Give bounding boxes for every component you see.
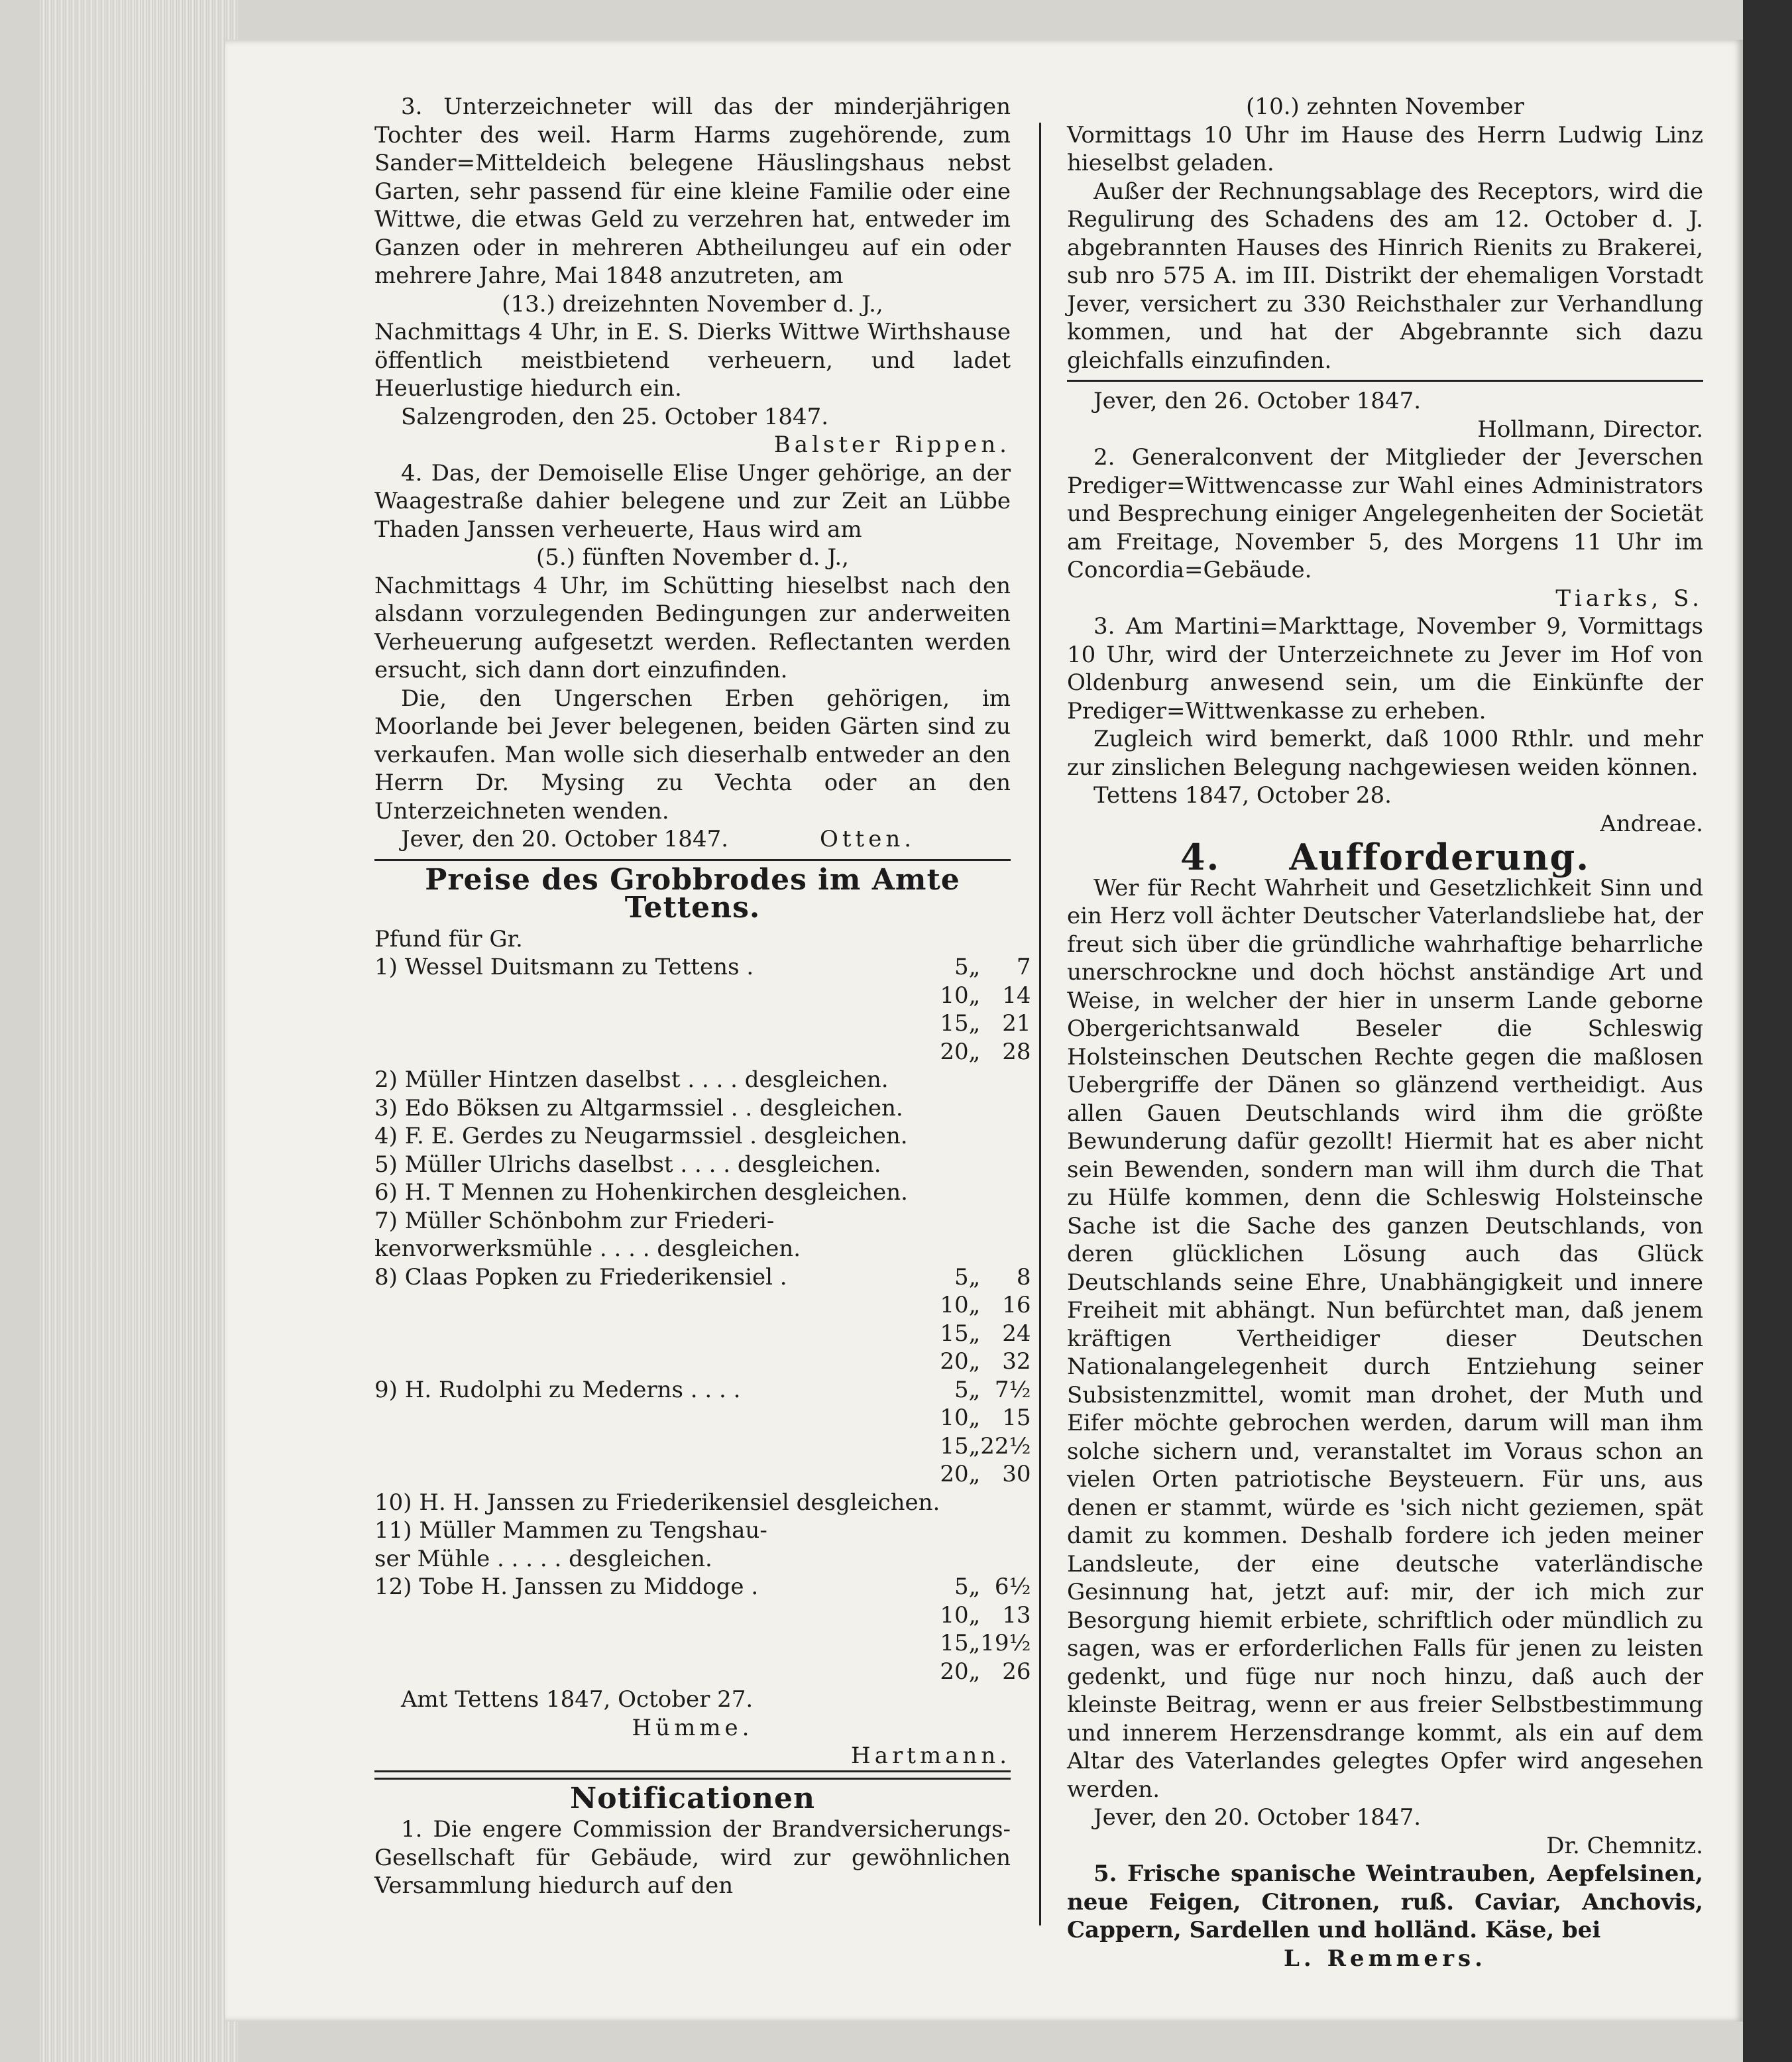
price-cell-lb	[940, 1207, 968, 1235]
price-cell-q: „	[968, 982, 981, 1009]
prices-title: Preise des Grobbrodes im Amte Tettens.	[425, 862, 960, 925]
notification-3-place: Tettens 1847, October 28.	[1093, 782, 1392, 809]
notice-5-text: 5. Frische spanische Weintrauben, Aepfelsinen, neue Feigen, Citronen, ruß. Caviar, Anchovis, Cappern, Sardellen und holländ. Käse, bei	[1067, 1861, 1703, 1943]
price-cell-gr	[980, 1094, 1031, 1123]
notice-3-place: Salzengroden, den 25. October 1847.	[401, 403, 829, 430]
price-cell-lb	[940, 1489, 968, 1517]
price-row	[374, 1038, 1031, 1066]
price-cell-lb: 10	[940, 1292, 969, 1318]
price-cell-gr: 13	[1002, 1601, 1031, 1629]
price-row	[374, 1347, 1031, 1376]
price-cell-gr: 6½	[994, 1574, 1031, 1600]
price-cell-gr	[980, 1122, 1031, 1151]
price-cell-gr	[980, 1066, 1031, 1094]
price-cell-label	[374, 1601, 940, 1630]
aufforderung-heading	[1067, 836, 1703, 878]
price-cell-q	[969, 1517, 981, 1545]
price-cell-label	[374, 1009, 940, 1038]
price-cell-label: 5) Müller Ulrichs daselbst . . . . desgleichen.	[374, 1151, 881, 1178]
price-cell-q: „	[968, 1376, 981, 1403]
price-cell-gr	[980, 1207, 1031, 1235]
price-cell-gr	[980, 1545, 1031, 1574]
section-rule	[374, 859, 1011, 861]
price-cell-gr	[980, 1489, 1031, 1517]
price-cell-lb: 20	[940, 1038, 969, 1065]
notification-2-text: 2. Generalconvent der Mitglieder der Jeverschen Prediger=Wittwencasse zur Wahl eines Administrators und Besprechung einiger Angelegenheiten der Societät am Freitage, November 5, des Morgens 11 Uhr im Concordia=Gebäude.	[1067, 444, 1703, 583]
price-cell-lb: 5	[954, 1263, 969, 1290]
notification-1-text: 1. Die engere Commission der Brandversicherungs-Gesellschaft für Gebäude, wird zur gewöhnlichen Versammlung hiedurch auf den	[374, 1816, 1011, 1899]
price-cell-q: „	[968, 1574, 981, 1600]
price-cell-lb	[940, 1517, 968, 1545]
price-cell-lb: 5	[954, 954, 969, 980]
price-cell-label: 8) Claas Popken zu Friederikensiel .	[374, 1263, 787, 1290]
price-cell-gr: 8	[1016, 1263, 1031, 1290]
aufforderung-text: Wer für Recht Wahrheit und Gesetzlichkeit Sinn und ein Herz voll ächter Deutscher Vaterlandsliebe hat, der freut sich über die gründliche wahrhaftige beharrliche unerschrockne und doch höchst anständige Art und Weise, in welcher der hier in unserm Lande geborne Obergerichtsanwald Beseler die Schleswig Holsteinschen Deutschen Rechte gegen die maßlosen Uebergriffe der Dänen so glänzend vertheidigt. Aus allen Gauen Deutschlands wird ihm die größte Bewunderung dafür gezollt! Hiermit hat es aber nicht sein Bewenden, sondern man will ihm durch die That zu Hülfe kommen, denn die Schleswig Holsteinsche Sache ist die Sache des ganzen Deutschlands, von deren glücklichen Lösung auch das Glück Deutschlands seine Ehre, Unabhängigkeit und innere Freiheit mit abhängt. Nun befürchtet man, daß jenem kräftigen Vertheidiger dieser Deutschen Nationalangelegenheit durch Entziehung seiner Subsistenzmittel, womit man drohet, der Muth und Eifer möchte gebrochen werden, darum will man ihm solche sichern und, veranstaltet im Voraus schon an vielen Orten patriotische Beysteuern. Für uns, aus denen er stammt, würde es 'sich nicht geziemen, spät damit zu kommen. Deshalb fordere ich jeden meiner Landsleute, der eine deutsche vaterländische Gesinnung hat, jetzt auf: mir, der ich mich zur Besorgung hiemit erbiete, schriftlich oder mündlich zu sagen, was er erforderlichen Falls für jenen zu leisten gedenkt, und füge nur noch hinzu, daß auch der kleinste Beitrag, wenn er aus freier Selbstbestimmung und innerem Herzensdrange kommt, als ein auf dem Altar des Vaterlandes gelegtes Opfer wird angesehen werden.	[1067, 874, 1703, 1803]
price-cell-label: 3) Edo Böksen zu Altgarmssiel . . desgleichen.	[374, 1094, 903, 1121]
price-row	[374, 1207, 1031, 1235]
price-cell-gr: 28	[1002, 1038, 1031, 1065]
price-cell-label: 11) Müller Mammen zu Tengshau-	[374, 1517, 767, 1544]
notifications-title: Notificationen	[570, 1781, 815, 1815]
price-cell-lb: 10	[940, 1404, 969, 1431]
price-row	[374, 1658, 1031, 1686]
price-row	[374, 1094, 1031, 1123]
price-cell-gr: 32	[1002, 1348, 1031, 1375]
price-row	[374, 1517, 1031, 1545]
price-cell-gr	[980, 1235, 1031, 1263]
prices-header: Pfund für Gr.	[374, 925, 523, 952]
notice-4-text-2: Nachmittags 4 Uhr, im Schütting hieselbst nach den alsdann vorzulegenden Bedingungen zur anderweiten Verheuerung aufgesetzt werden. Reflectanten werden ersucht, sich dann dort einzufinden.	[374, 572, 1011, 683]
price-cell-label: 1) Wessel Duitsmann zu Tettens .	[374, 954, 754, 980]
price-row	[374, 1178, 1031, 1207]
price-cell-label: 7) Müller Schönbohm zur Friederi-	[374, 1207, 775, 1234]
notice-3-date: (13.) dreizehnten November d. J.,	[502, 290, 883, 317]
price-row	[374, 1151, 1031, 1179]
price-cell-q: „	[968, 1630, 981, 1656]
notice-4-text: 4. Das, der Demoiselle Elise Unger gehörige, an der Waagestraße dahier belegene und zur Zeit an Lübbe Thaden Janssen verheuerte, Haus wird am	[374, 459, 1011, 543]
price-cell-lb	[940, 1235, 968, 1263]
notice-4-signature: Otten.	[820, 826, 916, 852]
notice-4-text-3: Die, den Ungerschen Erben gehörigen, im Moorlande bei Jever belegenen, beiden Gärten sind zu verkaufen. Man wolle sich dieserhalb entweder an den Herrn Dr. Mysing zu Vechta oder an den Unterzeichneten wenden.	[374, 685, 1011, 825]
price-cell-label	[374, 1038, 940, 1066]
price-cell-label	[374, 1320, 940, 1348]
price-row	[374, 1404, 1031, 1432]
price-cell-lb: 10	[940, 1601, 969, 1629]
price-cell-gr: 21	[1002, 1010, 1031, 1037]
price-row	[374, 1489, 1031, 1517]
price-cell-lb	[940, 1066, 968, 1094]
price-cell-gr: 26	[1002, 1658, 1031, 1685]
price-cell-label: 10) H. H. Janssen zu Friederikensiel desgleichen.	[374, 1489, 940, 1516]
left-column	[374, 93, 1031, 1900]
price-cell-q: „	[968, 1601, 981, 1629]
price-cell-q	[969, 1151, 981, 1179]
price-cell-label: ser Mühle . . . . . desgleichen.	[374, 1545, 712, 1572]
right-column	[1067, 93, 1703, 1973]
price-cell-q: „	[968, 1010, 981, 1037]
price-cell-lb: 15	[940, 1010, 969, 1037]
price-cell-label	[374, 1460, 940, 1489]
price-cell-gr: 19½	[980, 1630, 1031, 1656]
column-divider	[1039, 123, 1041, 1925]
price-cell-label	[374, 1347, 940, 1376]
price-cell-q	[969, 1122, 981, 1151]
notification-1-text-2: Vormittags 10 Uhr im Hause des Herrn Ludwig Linz hieselbst geladen.	[1067, 121, 1703, 176]
section-rule-2	[374, 1778, 1011, 1780]
price-cell-lb	[940, 1151, 968, 1179]
price-cell-lb: 5	[954, 1574, 969, 1600]
price-cell-q	[969, 1066, 981, 1094]
price-table	[374, 953, 1031, 1686]
price-cell-gr: 7	[1016, 954, 1031, 980]
prices-signature-2: Hartmann.	[374, 1742, 1011, 1772]
price-row	[374, 1460, 1031, 1489]
notice-5-signature: L. Remmers.	[1284, 1945, 1486, 1972]
price-row	[374, 1432, 1031, 1461]
price-cell-label	[374, 1404, 940, 1432]
short-rule	[1067, 380, 1703, 382]
price-row	[374, 1263, 1031, 1292]
price-cell-label: 4) F. E. Gerdes zu Neugarmssiel . desgleichen.	[374, 1123, 908, 1149]
price-cell-lb: 5	[954, 1376, 969, 1403]
price-cell-lb: 20	[940, 1461, 969, 1487]
price-row	[374, 1601, 1031, 1630]
price-cell-gr: 24	[1002, 1320, 1031, 1347]
binding-shadow	[1743, 0, 1792, 2062]
price-cell-label	[374, 1291, 940, 1320]
price-row	[374, 982, 1031, 1010]
price-cell-q: „	[968, 1292, 981, 1318]
price-cell-q	[969, 1094, 981, 1123]
price-cell-lb: 20	[940, 1658, 969, 1685]
price-cell-lb: 15	[940, 1630, 969, 1656]
price-cell-q: „	[968, 1658, 981, 1685]
price-row	[374, 1291, 1031, 1320]
notice-4-place: Jever, den 20. October 1847.	[401, 826, 729, 852]
aufforderung-number: 4.	[1180, 836, 1221, 878]
price-cell-gr	[980, 1151, 1031, 1179]
price-row	[374, 1009, 1031, 1038]
price-cell-label	[374, 1432, 940, 1461]
price-cell-label: 12) Tobe H. Janssen zu Middoge .	[374, 1574, 759, 1600]
price-cell-gr: 14	[1002, 982, 1031, 1009]
price-cell-label: 2) Müller Hintzen daselbst . . . . desgleichen.	[374, 1066, 889, 1093]
price-cell-gr	[980, 1178, 1031, 1207]
price-row	[374, 1235, 1031, 1263]
price-cell-q	[969, 1178, 981, 1207]
aufforderung-title: Aufforderung.	[1289, 836, 1591, 878]
price-cell-q: „	[968, 1348, 981, 1375]
prices-footer: Amt Tettens 1847, October 27.	[401, 1686, 754, 1713]
price-cell-q	[969, 1489, 981, 1517]
price-cell-lb	[940, 1545, 968, 1574]
price-cell-lb	[940, 1178, 968, 1207]
price-cell-label	[374, 1658, 940, 1686]
notification-2-signature: Tiarks, S.	[1555, 585, 1703, 612]
price-cell-gr: 22½	[980, 1432, 1031, 1460]
price-cell-gr	[980, 1517, 1031, 1545]
notice-3-text: 3. Unterzeichneter will das der minderjährigen Tochter des weil. Harm Harms zugehörende, zum Sander=Mitteldeich belegene Häuslingshaus nebst Garten, sehr passend für eine kleine Familie oder eine Wittwe, die etwas Geld zu verzehren hat, entweder im Ganzen oder in mehreren Abtheilungeu auf ein oder mehrere Jahre, Mai 1848 anzutreten, am	[374, 93, 1011, 289]
price-cell-label	[374, 982, 940, 1010]
notification-1-date: (10.) zehnten November	[1246, 93, 1524, 120]
price-cell-lb: 10	[940, 982, 969, 1009]
aufforderung-place: Jever, den 20. October 1847.	[1093, 1804, 1422, 1831]
notice-3-signature: Balster Rippen.	[773, 431, 1011, 458]
price-cell-q	[969, 1545, 981, 1574]
price-cell-q: „	[968, 1404, 981, 1431]
price-row	[374, 1122, 1031, 1151]
notice-4-date: (5.) fünften November d. J.,	[536, 544, 849, 571]
notification-3-text-2: Zugleich wird bemerkt, daß 1000 Rthlr. und mehr zur zinslichen Belegung nachgewiesen weiden können.	[1067, 726, 1703, 781]
price-cell-q: „	[968, 1461, 981, 1487]
price-cell-q	[969, 1207, 981, 1235]
price-cell-lb	[940, 1094, 968, 1123]
notification-3-signature: Andreae.	[1600, 810, 1703, 837]
price-cell-q: „	[968, 954, 981, 980]
price-cell-gr: 30	[1002, 1461, 1031, 1487]
price-cell-q: „	[968, 1320, 981, 1347]
price-cell-q: „	[968, 1263, 981, 1290]
notification-1-signature: Hollmann, Director.	[1477, 416, 1703, 443]
price-cell-label: kenvorwerksmühle . . . . desgleichen.	[374, 1235, 801, 1262]
aufforderung-signature: Dr. Chemnitz.	[1546, 1832, 1703, 1859]
price-cell-lb: 15	[940, 1432, 969, 1460]
price-cell-gr: 16	[1002, 1292, 1031, 1318]
price-cell-gr: 15	[1002, 1404, 1031, 1431]
notification-3-text: 3. Am Martini=Markttage, November 9, Vormittags 10 Uhr, wird der Unterzeichnete zu Jever im Hof von Oldenburg anwesend sein, um die Einkünfte der Prediger=Wittwenkasse zu erheben.	[1067, 613, 1703, 724]
price-cell-lb: 20	[940, 1348, 969, 1375]
price-cell-gr: 7½	[994, 1376, 1031, 1403]
price-row	[374, 953, 1031, 982]
price-row	[374, 1320, 1031, 1348]
notice-3-text-2: Nachmittags 4 Uhr, in E. S. Dierks Wittwe Wirthshause öffentlich meistbietend verheuern, und ladet Heuerlustige hiedurch ein.	[374, 319, 1011, 402]
price-row	[374, 1066, 1031, 1094]
price-cell-q: „	[968, 1038, 981, 1065]
price-cell-lb: 15	[940, 1320, 969, 1347]
price-cell-label: 6) H. T Mennen zu Hohenkirchen desgleichen.	[374, 1179, 908, 1206]
price-cell-label: 9) H. Rudolphi zu Mederns . . . .	[374, 1376, 741, 1403]
price-cell-lb	[940, 1122, 968, 1151]
price-cell-q: „	[968, 1432, 981, 1460]
price-row	[374, 1629, 1031, 1658]
price-row	[374, 1573, 1031, 1601]
book-page-edges	[40, 0, 239, 2062]
notification-1-place: Jever, den 26. October 1847.	[1093, 388, 1422, 414]
price-cell-q	[969, 1235, 981, 1263]
price-cell-label	[374, 1629, 940, 1658]
price-row	[374, 1545, 1031, 1574]
price-row	[374, 1376, 1031, 1404]
prices-signature-1: Hümme.	[632, 1714, 754, 1741]
notification-1-text-3: Außer der Rechnungsablage des Receptors, wird die Regulirung des Schadens des am 12. October d. J. abgebrannten Hauses des Hinrich Rienits zu Brakerei, sub nro 575 A. im III. Distrikt der ehemaligen Vorstadt Jever, versichert zu 330 Reichsthaler zur Verhandlung kommen, und hat der Abgebrannte sich dazu gleichfalls einzufinden.	[1067, 178, 1703, 374]
